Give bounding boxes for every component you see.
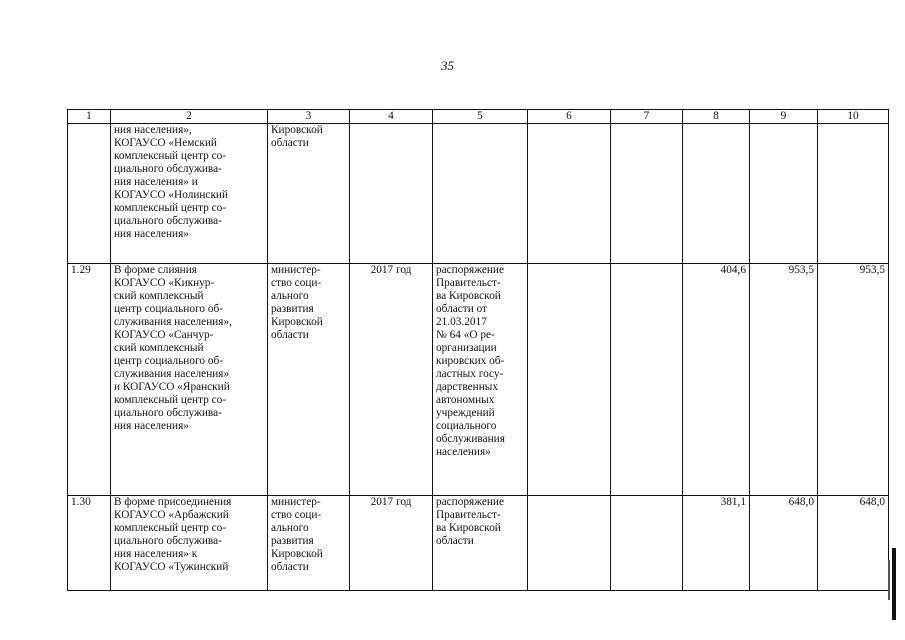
scan-edge-mark [892,548,896,620]
cell-line: № 64 «О ре- [436,329,495,341]
cell-line: Кировской [271,124,323,136]
cell-line: КОГАУСО «Санчур- [114,329,214,341]
cell-line: распоряжение [436,496,504,508]
cell-col-6 [528,124,611,264]
cell-col-6 [528,264,611,496]
cell-line: ство соци- [271,509,322,521]
cell-line: социального [436,420,497,432]
scan-edge-tick [888,560,890,600]
header-cell-8: 8 [683,110,750,124]
table-row [68,264,889,496]
cell-line: служивания населения» [114,368,230,380]
cell-line: развития [271,303,314,315]
cell-col-4: 2017 год [350,496,433,591]
cell-line: населения» [436,446,491,458]
cell-line: ский комплексный [114,342,204,354]
cell-col-1: 1.30 [68,496,111,591]
cell-line: циального обслужива- [114,407,222,419]
cell-col-7 [611,124,683,264]
cell-col-3 [268,264,350,496]
cell-line: и КОГАУСО «Яранский [114,381,230,393]
cell-col-2 [111,496,268,591]
header-cell-4: 4 [350,110,433,124]
cell-col-1 [68,124,111,264]
cell-line: ния населения» [114,228,189,240]
data-table [67,109,889,591]
cell-line: ального [271,522,309,534]
cell-col-5 [433,264,528,496]
cell-line: министер- [271,496,321,508]
cell-line: КОГАУСО «Арбажский [114,509,229,521]
cell-line: автономных [436,394,495,406]
cell-line: министер- [271,264,321,276]
cell-line: области [271,561,309,573]
cell-col-8: 381,1 [683,496,750,591]
cell-col-2 [111,124,268,264]
cell-line: области [271,329,309,341]
cell-line: В форме слияния [114,264,197,276]
cell-line: циального обслужива- [114,535,222,547]
cell-line: ство соци- [271,277,322,289]
cell-line: ния населения» к [114,548,198,560]
cell-line: центр социального об- [114,303,223,315]
cell-col-3 [268,496,350,591]
cell-line: КОГАУСО «Немский [114,137,217,149]
cell-line: Кировской [271,548,323,560]
header-cell-1: 1 [68,110,111,124]
header-cell-7: 7 [611,110,683,124]
header-cell-2: 2 [111,110,268,124]
cell-col-1: 1.29 [68,264,111,496]
cell-line: ния населения» и [114,176,198,188]
cell-line: ального [271,290,309,302]
cell-line: распоряжение [436,264,504,276]
cell-col-2 [111,264,268,496]
cell-line: комплексный центр со- [114,150,226,162]
cell-col-9 [750,124,818,264]
page-number: 35 [441,58,454,73]
cell-line: комплексный центр со- [114,202,226,214]
cell-col-5 [433,496,528,591]
cell-line: Правительст- [436,277,501,289]
cell-line: КОГАУСО «Нолинский [114,189,229,201]
cell-col-10: 953,5 [818,264,889,496]
cell-line: служивания населения», [114,316,232,328]
cell-line: 21.03.2017 [436,316,487,328]
cell-line: циального обслужива- [114,163,222,175]
cell-col-10 [818,124,889,264]
cell-col-4 [350,124,433,264]
cell-col-9: 648,0 [750,496,818,591]
cell-col-8 [683,124,750,264]
cell-line: ва Кировской [436,522,501,534]
cell-line: ния населения», [114,124,192,136]
cell-col-8: 404,6 [683,264,750,496]
cell-col-4: 2017 год [350,264,433,496]
header-row [68,110,889,124]
table-row [68,124,889,264]
cell-line: Правительст- [436,509,501,521]
cell-line: дарственных [436,381,498,393]
cell-line: кировских об- [436,355,505,367]
header-cell-9: 9 [750,110,818,124]
cell-line: ский комплексный [114,290,204,302]
cell-line: КОГАУСО «Кикнур- [114,277,215,289]
cell-col-9: 953,5 [750,264,818,496]
cell-col-7 [611,264,683,496]
cell-line: комплексный центр со- [114,394,226,406]
table-row [68,496,889,591]
cell-line: ва Кировской [436,290,501,302]
cell-col-7 [611,496,683,591]
cell-col-3 [268,124,350,264]
cell-line: организации [436,342,497,354]
cell-line: В форме присоединения [114,496,232,508]
cell-line: области [436,535,474,547]
cell-line: обслуживания [436,433,505,445]
cell-line: развития [271,535,314,547]
cell-line: ластных госу- [436,368,504,380]
cell-col-10: 648,0 [818,496,889,591]
cell-line: комплексный центр со- [114,522,226,534]
cell-line: учреждений [436,407,495,419]
header-cell-6: 6 [528,110,611,124]
header-cell-5: 5 [433,110,528,124]
cell-line: циального обслужива- [114,215,222,227]
cell-line: Кировской [271,316,323,328]
cell-line: центр социального об- [114,355,223,367]
cell-col-5 [433,124,528,264]
header-cell-10: 10 [818,110,889,124]
cell-line: области от [436,303,488,315]
cell-line: области [271,137,309,149]
cell-line: КОГАУСО «Тужинский [114,561,229,573]
header-cell-3: 3 [268,110,350,124]
cell-col-6 [528,496,611,591]
cell-line: ния населения» [114,420,189,432]
